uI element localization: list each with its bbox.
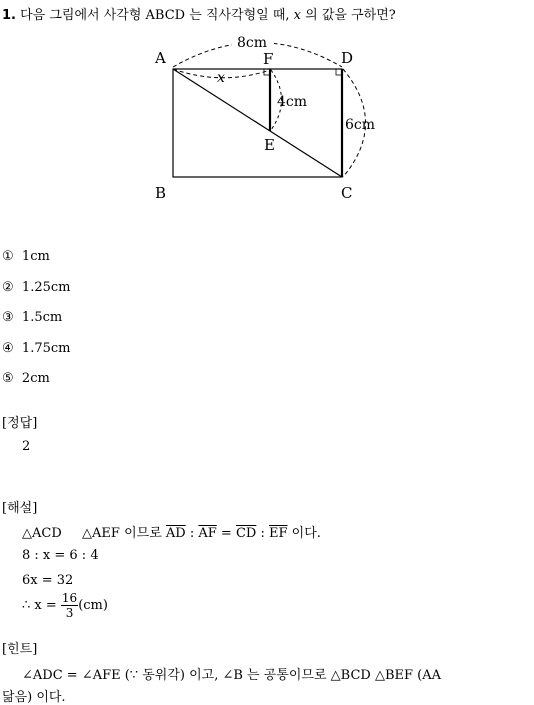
label-dc-length: 6cm: [345, 117, 376, 133]
fraction: [61, 591, 78, 620]
explanation-heading: [해설]: [2, 501, 38, 516]
choice-text: 1.25cm: [21, 280, 71, 295]
rectangle-figure: [0, 0, 534, 210]
explanation-connector: 이므로: [119, 526, 166, 541]
explanation-line-3: 6x = 32: [22, 573, 74, 588]
fraction-denominator: 3: [65, 606, 74, 620]
explanation-line-1: △ACD △AEF 이므로 $\overline{AD}$ : $\overline{AF} = \overline{CD}$ : $\overline{EF}$ 이다.: [22, 526, 321, 541]
choice-mark: ④: [2, 341, 14, 356]
label-top-length: 8cm: [237, 35, 268, 51]
answer-value: 2: [22, 439, 31, 454]
choice-mark: ①: [2, 249, 14, 264]
choice-text: 2cm: [21, 371, 50, 386]
segment-ad: $\overline{AD}$: [165, 526, 186, 541]
explanation-line-4: [22, 591, 108, 620]
therefore-expression: ∴ x =: [22, 598, 61, 613]
choice-text: 1.75cm: [21, 341, 71, 356]
question-text-after: 의 값을 구하면?: [301, 8, 396, 23]
choice-mark: ⑤: [2, 371, 14, 386]
choice-mark: ③: [2, 310, 14, 325]
question-variable: x: [293, 8, 302, 23]
label-x: x: [217, 70, 225, 86]
fraction-numerator: 16: [61, 591, 78, 605]
diagonal-ac: [173, 69, 342, 177]
hint-line-2: 닮음) 이다.: [2, 690, 66, 705]
segment-af: $\overline{AF}$: [198, 526, 217, 541]
label-a: A: [155, 49, 166, 67]
label-c: C: [341, 184, 353, 202]
choice-2[interactable]: [2, 280, 70, 295]
label-f: F: [263, 50, 274, 68]
choice-text: 1.5cm: [21, 310, 63, 325]
segment-ef: $\overline{EF}$: [269, 526, 288, 541]
explanation-line-2: 8 : x = 6 : 4: [22, 548, 99, 563]
question-text-before: 다음 그림에서 사각형 ABCD 는 직사각형일 때,: [20, 8, 294, 23]
choice-text: 1cm: [21, 249, 50, 264]
choice-3[interactable]: [2, 310, 62, 325]
hint-heading: [힌트]: [2, 642, 38, 657]
label-b: B: [155, 184, 167, 202]
label-e: E: [264, 136, 275, 154]
triangle-acd: △ACD: [22, 526, 62, 541]
label-d: D: [341, 49, 354, 67]
choice-mark: ②: [2, 280, 14, 295]
triangle-aef: △AEF: [82, 526, 120, 541]
question-number: 1.: [2, 8, 16, 23]
choice-5[interactable]: [2, 371, 50, 386]
choice-4[interactable]: [2, 341, 70, 356]
choice-1[interactable]: [2, 249, 50, 264]
segment-cd: $\overline{CD}$: [235, 526, 257, 541]
answer-heading: [정답]: [2, 416, 38, 431]
unit-cm: (cm): [78, 598, 108, 613]
hint-line-1: ∠ADC = ∠AFE (∵ 동위각) 이고, ∠B 는 공통이므로 △BCD △BEF (AA: [22, 668, 441, 683]
explanation-end: 이다.: [287, 526, 321, 541]
label-fe-length: 4cm: [277, 94, 308, 110]
